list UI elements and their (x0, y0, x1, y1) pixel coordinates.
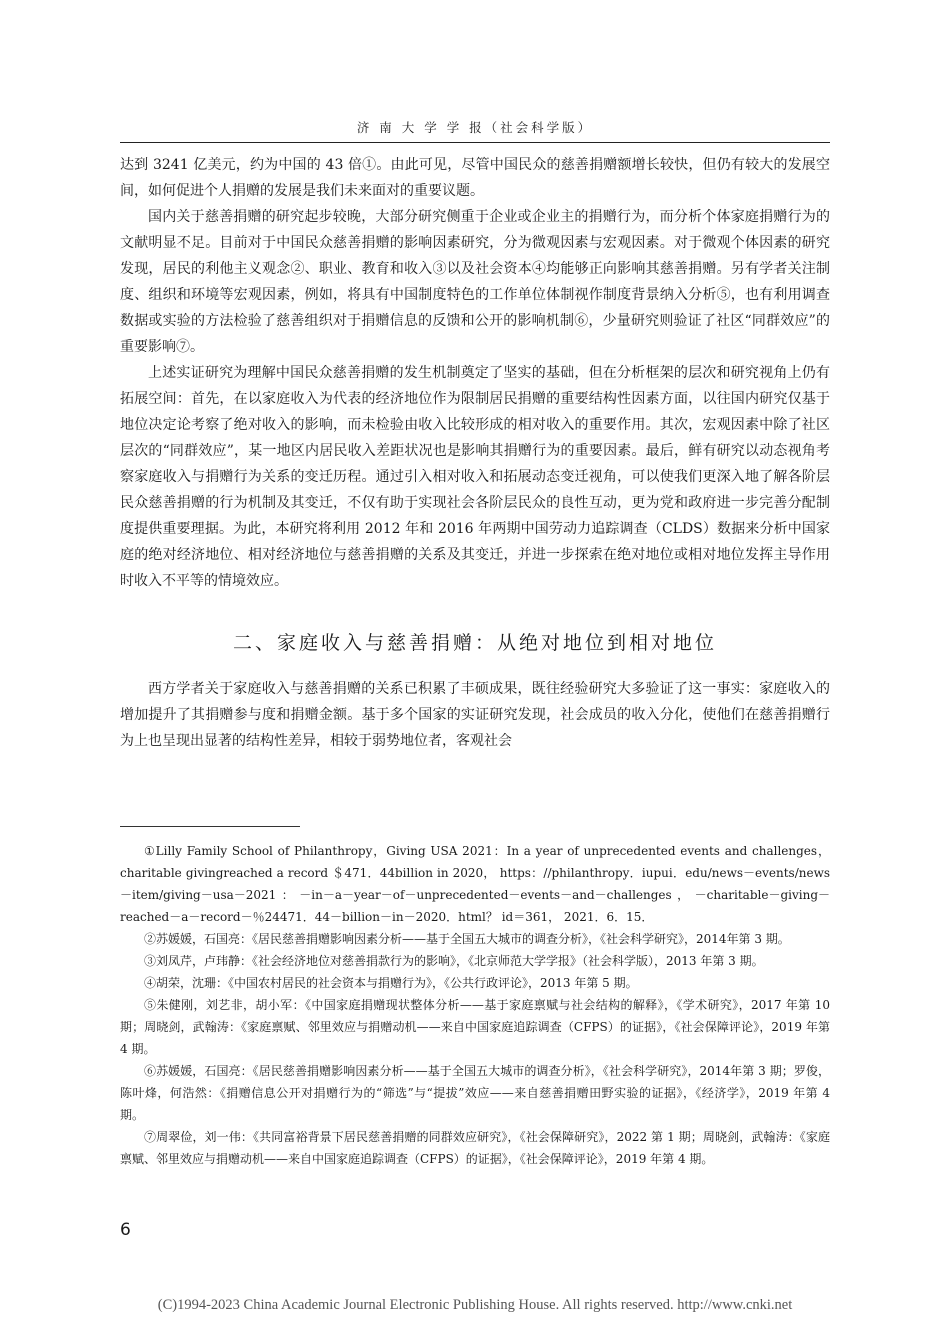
footnote: ②苏媛媛，石国亮：《居民慈善捐赠影响因素分析——基于全国五大城市的调查分析》，《社会科学研究》，2014年第 3 期。 (144, 932, 790, 946)
section-paragraph: 西方学者关于家庭收入与慈善捐赠的关系已积累了丰硕成果，既往经验研究大多验证了这一事实：家庭收入的增加提升了其捐赠参与度和捐赠金额。基于多个国家的实证研究发现，社会成员的收入分化，使他们在慈善捐赠行为上也呈现出显著的结构性差异，相较于弱势地位者，客观社会 (120, 681, 830, 749)
footnote: ①Lilly Family School of Philanthropy，Giving USA 2021：In a year of unprecedented events and challenges， charitable givingreached a record ＄471．44billion in 2020， https：//philanthropy．iupui．edu/news－events/news－item/giving－usa－2021：－in－a－year－of－unprecedented－events－and－challenges，－charitable－giving－reached－a－record－％24471．44－billion－in－2020．html？ id＝361， 2021．6．15． (120, 844, 830, 924)
section-body (120, 676, 830, 754)
footnote: ⑥苏媛媛，石国亮：《居民慈善捐赠影响因素分析——基于全国五大城市的调查分析》，《社会科学研究》，2014年第 3 期；罗俊，陈叶烽，何浩然：《捐赠信息公开对捐赠行为的“筛选”与“提拔”效应——来自慈善捐赠田野实验的证据》，《经济学》，2019 年第 4 期。 (120, 1064, 830, 1122)
footnote: ⑦周翠俭，刘一伟：《共同富裕背景下居民慈善捐赠的同群效应研究》，《社会保障研究》，2022 第 1 期；周晓剑，武翰涛：《家庭禀赋、邻里效应与捐赠动机——来自中国家庭追踪调查（CFPS）的证据》，《社会保障评论》，2019 年第 4 期。 (120, 1130, 830, 1166)
footnote: ④胡荣，沈珊：《中国农村居民的社会资本与捐赠行为》，《公共行政评论》，2013 年第 5 期。 (144, 976, 638, 990)
body-text (120, 152, 830, 594)
body-paragraph: 达到 3241 亿美元，约为中国的 43 倍①。由此可见，尽管中国民众的慈善捐赠额增长较快，但仍有较大的发展空间，如何促进个人捐赠的发展是我们未来面对的重要议题。 (120, 157, 830, 199)
section-title: 二、家庭收入与慈善捐赠：从绝对地位到相对地位 (232, 632, 717, 654)
running-head: 济 南 大 学 学 报（社会科学版） (356, 120, 594, 135)
footnote: ③刘凤芹，卢玮静：《社会经济地位对慈善捐款行为的影响》，《北京师范大学学报》（社会科学版），2013 年第 3 期。 (144, 954, 764, 968)
footnotes (120, 840, 830, 1170)
body-paragraph: 上述实证研究为理解中国民众慈善捐赠的发生机制奠定了坚实的基础，但在分析框架的层次和研究视角上仍有拓展空间：首先，在以家庭收入为代表的经济地位作为限制居民捐赠的重要结构性因素方面，以往国内研究仅基于地位决定论考察了绝对收入的影响，而未检验由收入比较形成的相对收入的重要作用。其次，宏观因素中除了社区层次的“同群效应”，某一地区内居民收入差距状况也是影响其捐赠行为的重要因素。最后，鲜有研究以动态视角考察家庭收入与捐赠行为关系的变迁历程。通过引入相对收入和拓展动态变迁视角，可以使我们更深入地了解各阶层民众慈善捐赠的行为机制及其变迁，不仅有助于实现社会各阶层民众的良性互动，更为党和政府进一步完善分配制度提供重要理据。为此，本研究将利用 2012 年和 2016 年两期中国劳动力追踪调查（CLDS）数据来分析中国家庭的绝对经济地位、相对经济地位与慈善捐赠的关系及其变迁，并进一步探索在绝对地位或相对地位发挥主导作用时收入不平等的情境效应。 (120, 365, 830, 589)
body-paragraph: 国内关于慈善捐赠的研究起步较晚，大部分研究侧重于企业或企业主的捐赠行为，而分析个体家庭捐赠行为的文献明显不足。目前对于中国民众慈善捐赠的影响因素研究，分为微观因素与宏观因素。对于微观个体因素的研究发现，居民的利他主义观念②、职业、教育和收入③以及社会资本④均能够正向影响其慈善捐赠。另有学者关注制度、组织和环境等宏观因素，例如，将具有中国制度特色的工作单位体制视作制度背景纳入分析⑤，也有利用调查数据或实验的方法检验了慈善组织对于捐赠信息的反馈和公开的影响机制⑥，少量研究则验证了社区“同群效应”的重要影响⑦。 (120, 209, 830, 355)
header-rule (120, 142, 830, 143)
footnote-rule (120, 826, 300, 827)
footnote: ⑤朱健刚，刘艺非，胡小军：《中国家庭捐赠现状整体分析——基于家庭禀赋与社会结构的解释》，《学术研究》，2017 年第 10 期；周晓剑，武翰涛：《家庭禀赋、邻里效应与捐赠动机——来自中国家庭追踪调查（CFPS）的证据》，《社会保障评论》，2019 年第 4 期。 (120, 998, 830, 1056)
page-number: 6 (120, 1220, 131, 1240)
copyright-notice: (C)1994-2023 China Academic Journal Electronic Publishing House. All rights reserved. http://www.cnki.net (157, 1297, 793, 1313)
